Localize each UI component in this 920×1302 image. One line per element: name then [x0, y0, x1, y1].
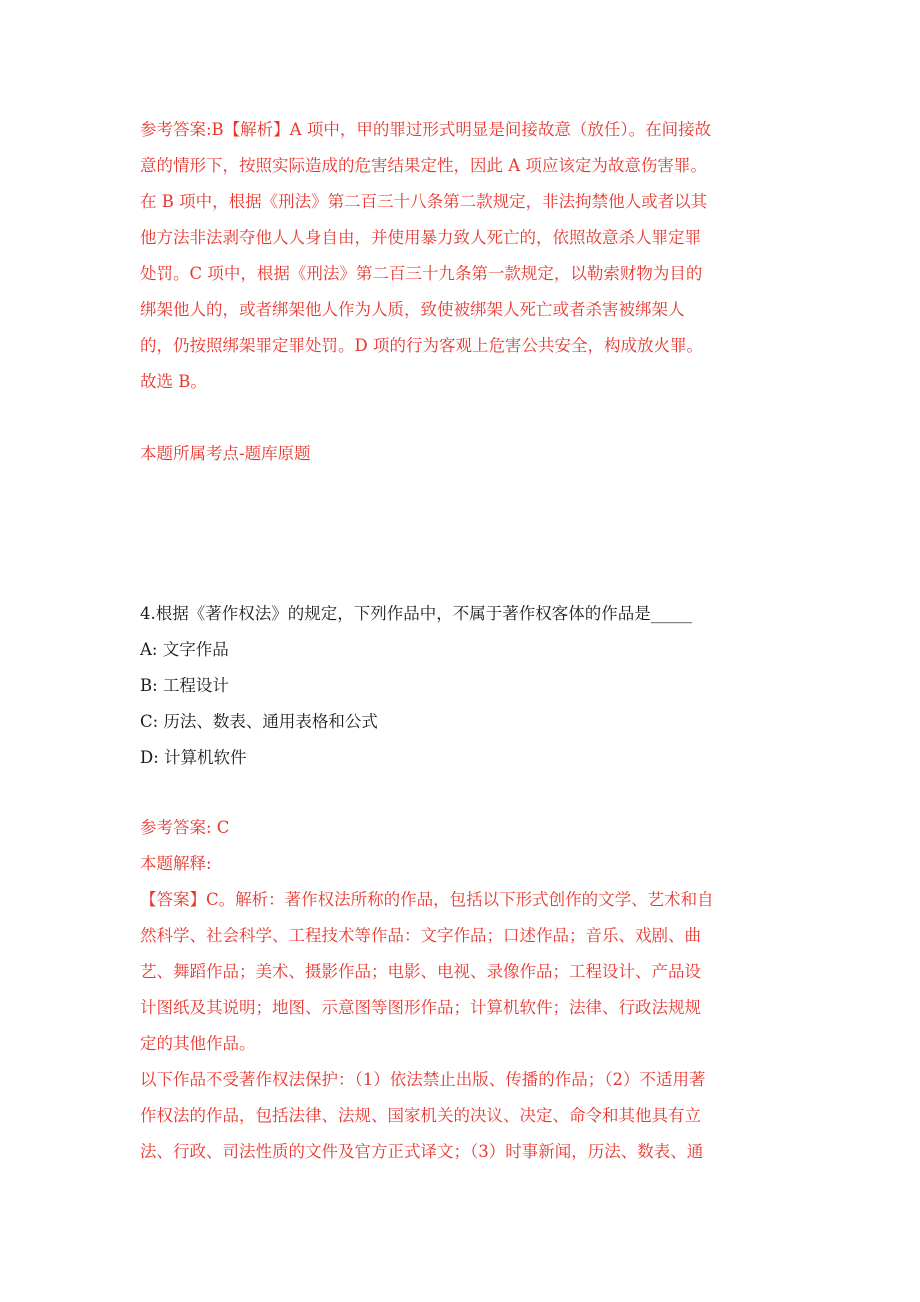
- previous-answer-line: 的，仍按照绑架罪定罪处罚。D 项的行为客观上危害公共安全，构成放火罪。: [140, 336, 703, 355]
- option-d: D: 计算机软件: [140, 748, 247, 767]
- explanation-line: 艺、舞蹈作品；美术、摄影作品；电影、电视、录像作品；工程设计、产品设: [140, 962, 701, 981]
- previous-answer-line: 处罚。C 项中，根据《刑法》第二百三十九条第一款规定，以勒索财物为目的: [140, 264, 703, 283]
- previous-answer-line: 他方法非法剥夺他人人身自由，并使用暴力致人死亡的，依照故意杀人罪定罪: [140, 228, 701, 247]
- topic-line-block: [140, 436, 780, 472]
- previous-answer-line: 故选 B。: [140, 372, 207, 391]
- explanation-line: 作权法的作品，包括法律、法规、国家机关的决议、决定、命令和其他具有立: [140, 1106, 701, 1125]
- topic-line: 本题所属考点-题库原题: [140, 444, 311, 463]
- explanation-label: 本题解释:: [140, 854, 212, 873]
- previous-answer-line: 参考答案:B【解析】A 项中，甲的罪过形式明显是间接故意（放任）。在间接故: [140, 120, 712, 139]
- option-a: A: 文字作品: [140, 640, 229, 659]
- explanation-line: 以下作品不受著作权法保护：（1）依法禁止出版、传播的作品；（2）不适用著: [140, 1070, 706, 1089]
- explanation-line: 【答案】C。解析：著作权法所称的作品，包括以下形式创作的文学、艺术和自: [140, 890, 714, 909]
- previous-answer-line: 意的情形下，按照实际造成的危害结果定性，因此 A 项应该定为故意伤害罪。: [140, 156, 707, 175]
- answer-label: 参考答案: C: [140, 818, 230, 837]
- previous-answer-block: [140, 112, 780, 400]
- previous-answer-line: 在 B 项中，根据《刑法》第二百三十八条第二款规定，非法拘禁他人或者以其: [140, 192, 708, 211]
- question-stem: 4.根据《著作权法》的规定，下列作品中，不属于著作权客体的作品是_____: [140, 604, 692, 623]
- option-c: C: 历法、数表、通用表格和公式: [140, 712, 378, 731]
- answer-block: [140, 810, 780, 1170]
- question-block: [140, 596, 780, 776]
- explanation-line: 法、行政、司法性质的文件及官方正式译文；（3）时事新闻，历法、数表、通: [140, 1142, 704, 1161]
- explanation-line: 定的其他作品。: [140, 1034, 256, 1053]
- explanation-line: 计图纸及其说明；地图、示意图等图形作品；计算机软件；法律、行政法规规: [140, 998, 701, 1017]
- previous-answer-line: 绑架他人的，或者绑架他人作为人质，致使被绑架人死亡或者杀害被绑架人: [140, 300, 685, 319]
- option-b: B: 工程设计: [140, 676, 229, 695]
- explanation-line: 然科学、社会科学、工程技术等作品：文字作品；口述作品；音乐、戏剧、曲: [140, 926, 701, 945]
